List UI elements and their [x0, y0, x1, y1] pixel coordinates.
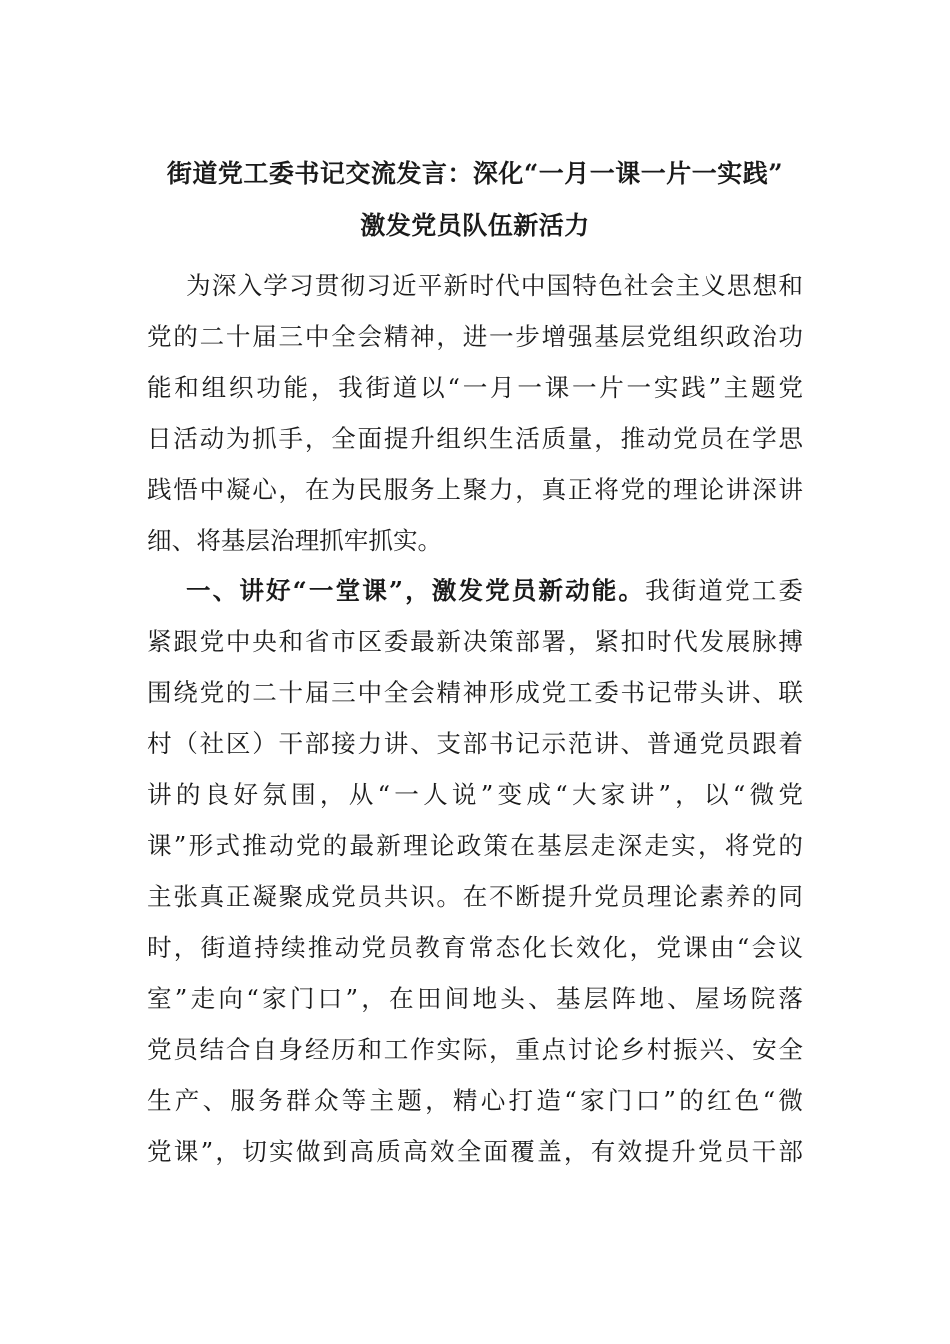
- paragraph-line: 紧跟党中央和省市区委最新决策部署，紧扣时代发展脉搏: [147, 627, 803, 656]
- paragraph-line: 为深入学习贯彻习近平新时代中国特色社会主义思想和: [186, 271, 803, 300]
- paragraph-line: 能和组织功能，我街道以“一月一课一片一实践”主题党: [147, 373, 803, 402]
- paragraph-line: 时，街道持续推动党员教育常态化长效化，党课由“会议: [147, 933, 803, 962]
- paragraph-line: 生产、服务群众等主题，精心打造“家门口”的红色“微: [147, 1086, 803, 1115]
- paragraph-line: 日活动为抓手，全面提升组织生活质量，推动党员在学思: [147, 424, 803, 453]
- section-1-first-line: [186, 575, 803, 607]
- paragraph-line: 村（社区）干部接力讲、支部书记示范讲、普通党员跟着: [147, 729, 803, 758]
- paragraph-line: 讲的良好氛围，从“一人说”变成“大家讲”，以“微党: [147, 780, 803, 809]
- paragraph-line: 课”形式推动党的最新理论政策在基层走深走实，将党的: [147, 831, 803, 860]
- paragraph-line: 细、将基层治理抓牢抓实。: [147, 526, 443, 555]
- paragraph-line: 党员结合自身经历和工作实际，重点讨论乡村振兴、安全: [147, 1035, 803, 1064]
- paragraph-line: 室”走向“家门口”，在田间地头、基层阵地、屋场院落: [147, 984, 803, 1013]
- document-title-line-2: 激发党员队伍新活力: [360, 211, 590, 240]
- paragraph-line: 主张真正凝聚成党员共识。在不断提升党员理论素养的同: [147, 882, 803, 911]
- paragraph-line: 践悟中凝心，在为民服务上聚力，真正将党的理论讲深讲: [147, 475, 803, 504]
- document-title-line-1: 街道党工委书记交流发言：深化“一月一课一片一实践”: [166, 159, 784, 188]
- paragraph-line: 党课”，切实做到高质高效全面覆盖，有效提升党员干部: [147, 1137, 803, 1166]
- section-1-heading: 一、讲好“一堂课”，激发党员新动能。: [186, 576, 646, 605]
- paragraph-line: 党的二十届三中全会精神，进一步增强基层党组织政治功: [147, 322, 803, 351]
- section-1-first-line-text: 我街道党工委: [645, 576, 803, 605]
- paragraph-line: 围绕党的二十届三中全会精神形成党工委书记带头讲、联: [147, 678, 803, 707]
